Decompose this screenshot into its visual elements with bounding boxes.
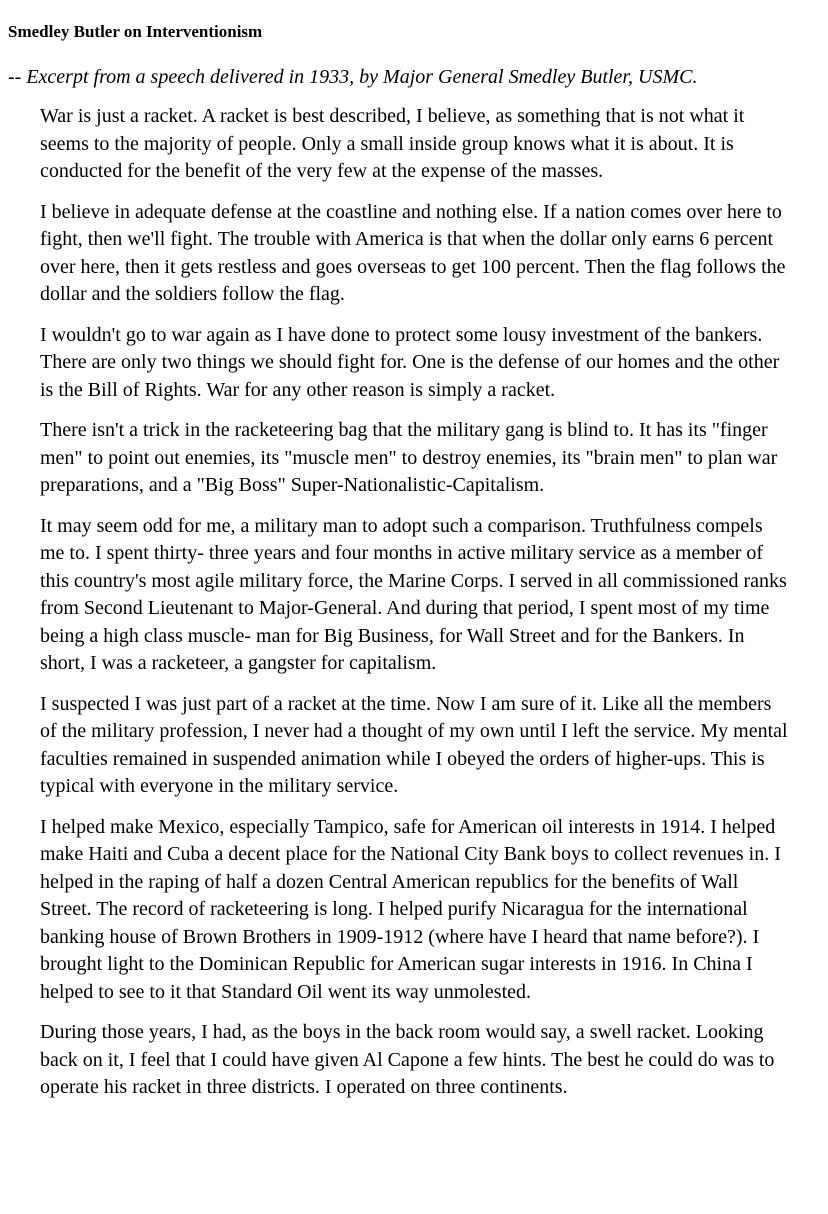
speech-paragraph: I helped make Mexico, especially Tampico, safe for American oil interests in 1914. I helped make Haiti and Cuba a decent place for the National City Bank boys to collect revenues in. I helped in the raping of half a dozen Central American republics for the benefits of Wall Street. The record of racketeering is long. I helped purify Nicaragua for the international banking house of Brown Brothers in 1909-1912 (where have I heard that name before?). I brought light to the Dominican Republic for American sugar interests in 1916. In China I helped to see to it that Standard Oil went its way unmolested.: [40, 815, 781, 1003]
speech-paragraph: There isn't a trick in the racketeering bag that the military gang is blind to. It has its "finger men" to point out enemies, its "muscle men" to destroy enemies, its "brain men" to plan war preparations, and a "Big Boss" Super-Nationalistic-Capitalism.: [40, 419, 778, 496]
document-attribution: -- Excerpt from a speech delivered in 1933, by Major General Smedley Butler, USMC.: [8, 66, 698, 88]
document-title: Smedley Butler on Interventionism: [8, 22, 263, 41]
speech-paragraph: During those years, I had, as the boys in the back room would say, a swell racket. Looking back on it, I feel that I could have given Al Capone a few hints. The best he could do was to operate his racket in three districts. I operated on three continents.: [40, 1021, 775, 1098]
speech-paragraph: I believe in adequate defense at the coastline and nothing else. If a nation comes over here to fight, then we'll fight. The trouble with America is that when the dollar only earns 6 percent over here, then it gets restless and goes overseas to get 100 percent. Then the flag follows the dollar and the soldiers follow the flag.: [40, 200, 786, 305]
speech-paragraph: I wouldn't go to war again as I have done to protect some lousy investment of the bankers. There are only two things we should fight for. One is the defense of our homes and the other is the Bill of Rights. War for any other reason is simply a racket.: [40, 323, 780, 401]
speech-paragraph: War is just a racket. A racket is best described, I believe, as something that is not what it seems to the majority of people. Only a small inside group knows what it is about. It is conducted for the benefit of the very few at the expense of the masses.: [40, 105, 745, 182]
speech-paragraph: It may seem odd for me, a military man to adopt such a comparison. Truthfulness compels me to. I spent thirty- three years and four months in active military service as a member of this country's most agile military force, the Marine Corps. I served in all commissioned ranks from Second Lieutenant to Major-General. And during that period, I spent most of my time being a high class muscle- man for Big Business, for Wall Street and for the Bankers. In short, I was a racketeer, a gangster for capitalism.: [40, 514, 787, 674]
speech-body: [40, 103, 790, 1102]
speech-paragraph: I suspected I was just part of a racket at the time. Now I am sure of it. Like all the members of the military profession, I never had a thought of my own until I left the service. My mental faculties remained in suspended animation while I obeyed the orders of higher-ups. This is typical with everyone in the military service.: [40, 692, 788, 797]
